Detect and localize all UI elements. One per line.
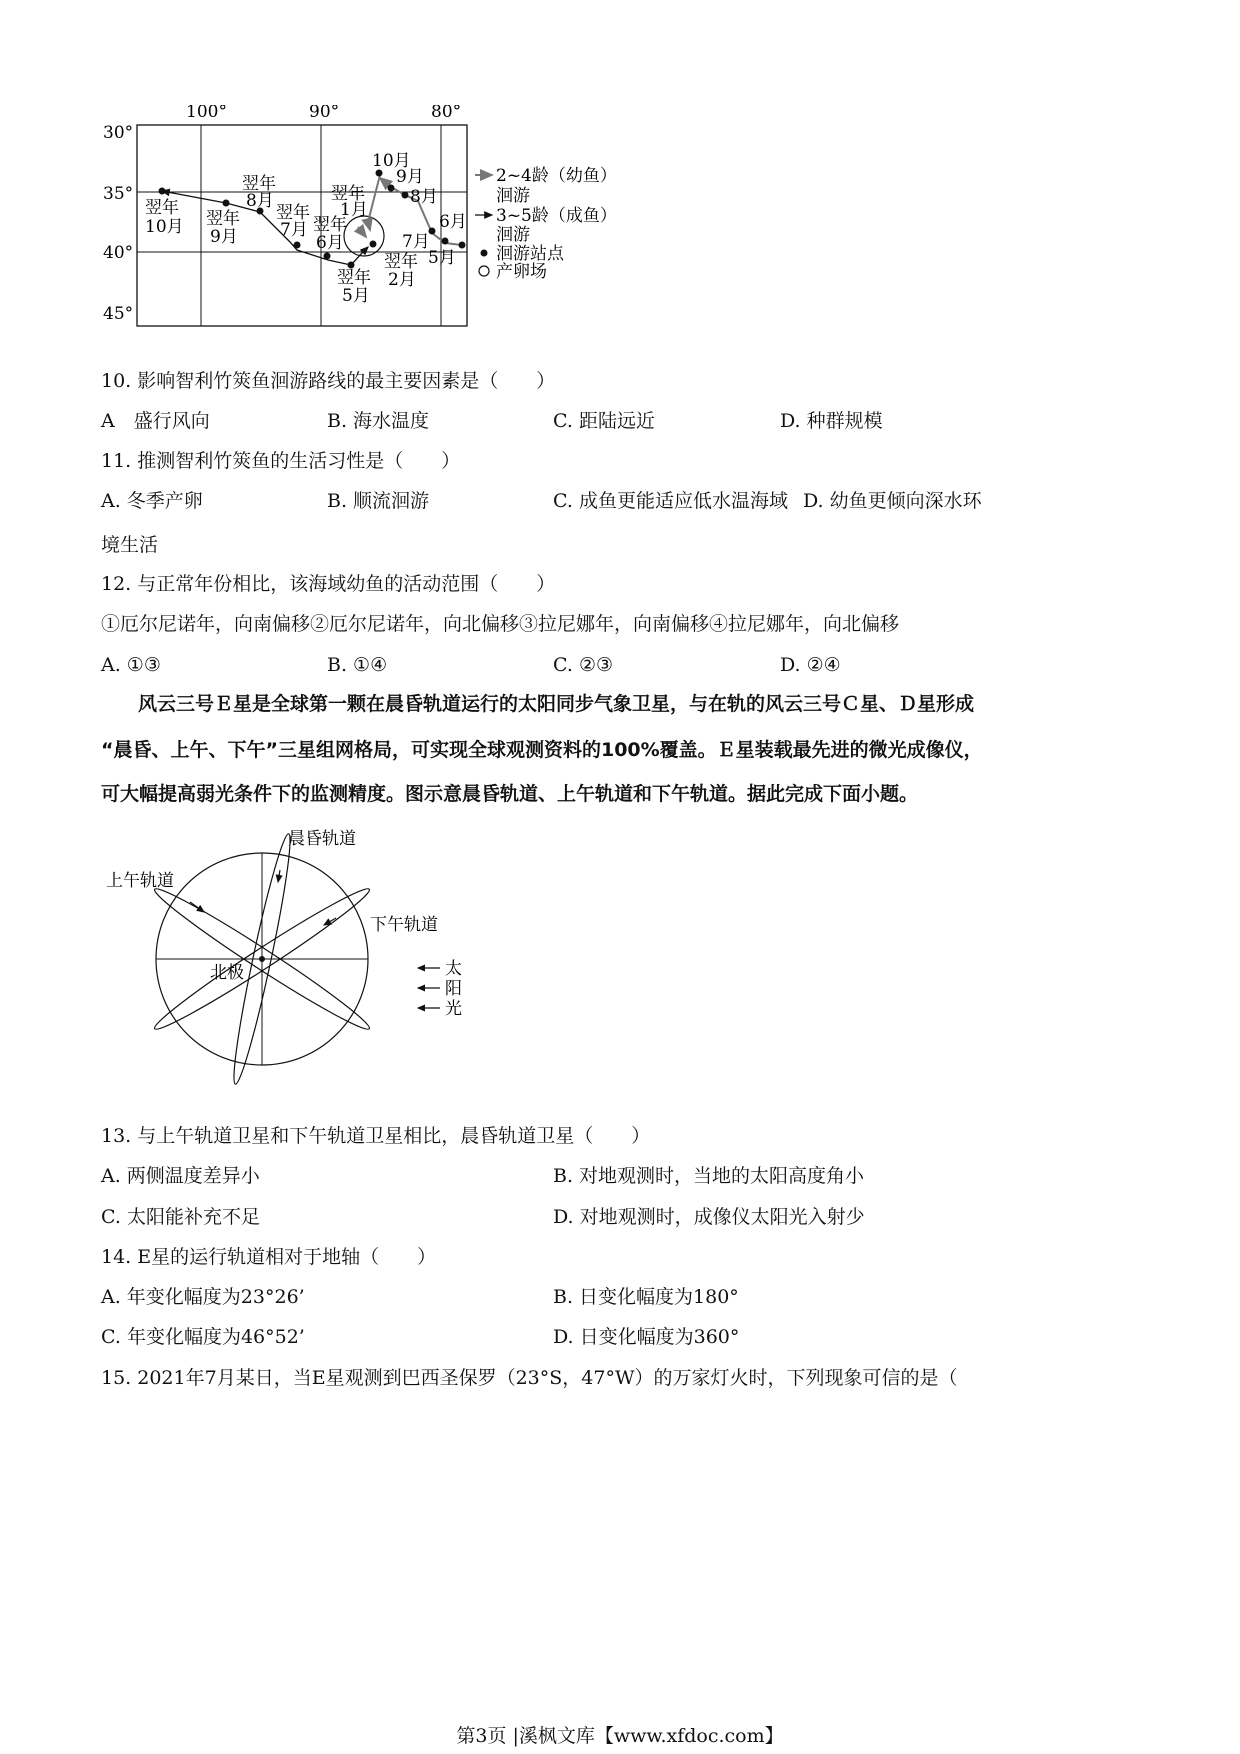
station-label: 9月 xyxy=(396,167,424,187)
station-label: 翌年 xyxy=(145,198,179,218)
station-label: 翌年 xyxy=(276,203,310,223)
question-11-stem: 11. 推测智利竹筴鱼的生活习性是（ ） xyxy=(101,450,461,472)
orbit-diagram xyxy=(100,822,480,1092)
station-label: 6月 xyxy=(316,233,344,253)
station-label: 8月 xyxy=(410,187,438,207)
option-10c: C. 距陆远近 xyxy=(553,410,655,432)
legend-label: 洄游 xyxy=(496,186,530,206)
lon-label: 90° xyxy=(309,105,340,122)
question-12-items: ①厄尔尼诺年，向南偏移②厄尔尼诺年，向北偏移③拉尼娜年，向南偏移④拉尼娜年，向北偏移 xyxy=(101,613,900,635)
question-14-stem: 14. E星的运行轨道相对于地轴（ ） xyxy=(101,1246,437,1268)
station-dot xyxy=(388,185,395,192)
station-dot xyxy=(324,253,331,260)
lat-label: 35° xyxy=(103,184,134,204)
juvenile-route xyxy=(358,227,366,237)
legend-label: 3~5龄（成鱼） xyxy=(496,206,617,226)
dusk-orbit-label: 晨昏轨道 xyxy=(288,829,356,849)
station-dot xyxy=(294,242,301,249)
sunlight-label: 光 xyxy=(445,999,462,1019)
orbit-direction-arrow xyxy=(278,870,280,882)
option-10b: B. 海水温度 xyxy=(327,410,430,432)
question-10-stem: 10. 影响智利竹筴鱼洄游路线的最主要因素是（ ） xyxy=(101,370,556,392)
option-10a: A 盛行风向 xyxy=(101,410,210,432)
sunlight-label: 阳 xyxy=(445,979,462,999)
option-13b: B. 对地观测时，当地的太阳高度角小 xyxy=(553,1165,865,1187)
lat-label: 45° xyxy=(103,304,134,324)
option-12b: B. ①④ xyxy=(327,654,388,676)
question-15-stem: 15. 2021年7月某日，当E星观测到巴西圣保罗（23°S，47°W）的万家灯火时，下列现象可信的是（ xyxy=(101,1367,958,1389)
legend-label: 2~4龄（幼鱼） xyxy=(496,166,617,186)
option-10d: D. 种群规模 xyxy=(780,410,883,432)
station-label: 10月 xyxy=(372,151,411,171)
question-13-stem: 13. 与上午轨道卫星和下午轨道卫星相比，晨昏轨道卫星（ ） xyxy=(101,1125,651,1147)
station-label: 翌年 xyxy=(384,252,418,272)
station-label: 7月 xyxy=(280,220,308,240)
orbit-direction-arrow xyxy=(190,902,204,912)
migration-map xyxy=(100,105,700,375)
station-dot xyxy=(370,241,377,248)
station-label: 6月 xyxy=(439,212,467,232)
option-11a: A. 冬季产卵 xyxy=(101,490,203,512)
option-12d: D. ②④ xyxy=(780,654,841,676)
option-12a: A. ①③ xyxy=(101,654,161,676)
option-11c: C. 成鱼更能适应低水温海域 xyxy=(553,490,788,512)
station-label: 翌年 xyxy=(331,184,365,204)
option-13a: A. 两侧温度差异小 xyxy=(101,1165,260,1187)
lat-label: 40° xyxy=(103,243,134,263)
station-dot xyxy=(442,238,449,245)
station-label: 7月 xyxy=(402,232,430,252)
option-14b: B. 日变化幅度为180° xyxy=(553,1286,739,1308)
station-label: 翌年 xyxy=(206,209,240,229)
station-label: 1月 xyxy=(340,200,368,220)
sunlight-label: 太 xyxy=(445,959,462,979)
station-label: 2月 xyxy=(388,270,416,290)
station-label: 5月 xyxy=(428,248,456,268)
passage-line: “晨昏、上午、下午”三星组网格局，可实现全球观测资料的100%覆盖。Ｅ星装载最先进的微光成像仪， xyxy=(101,739,983,761)
option-13c: C. 太阳能补充不足 xyxy=(101,1206,260,1228)
station-dot xyxy=(223,200,230,207)
legend-spawning-circle xyxy=(479,266,489,276)
station-dot xyxy=(159,188,166,195)
lon-label: 100° xyxy=(186,105,227,122)
station-label: 9月 xyxy=(210,227,238,247)
station-dot xyxy=(402,192,409,199)
option-12c: C. ②③ xyxy=(553,654,614,676)
station-label: 翌年 xyxy=(313,215,347,235)
passage-line: 可大幅提高弱光条件下的监测精度。图示意晨昏轨道、上午轨道和下午轨道。据此完成下面小题。 xyxy=(101,783,919,805)
option-13d: D. 对地观测时，成像仪太阳光入射少 xyxy=(553,1206,865,1228)
legend-label: 洄游站点 xyxy=(496,244,564,264)
station-label: 10月 xyxy=(145,217,184,237)
legend-label: 洄游 xyxy=(496,225,530,245)
station-label: 翌年 xyxy=(242,174,276,194)
morning-orbit-label: 上午轨道 xyxy=(106,871,174,891)
legend-station-dot xyxy=(481,250,488,257)
station-label: 5月 xyxy=(342,286,370,306)
passage-line: 风云三号Ｅ星是全球第一颗在晨昏轨道运行的太阳同步气象卫星，与在轨的风云三号Ｃ星、Ｄ星形成 xyxy=(138,693,975,715)
option-11d-continuation: 境生活 xyxy=(101,534,159,556)
station-label: 翌年 xyxy=(337,268,371,288)
option-14a: A. 年变化幅度为23°26’ xyxy=(101,1286,305,1308)
question-12-stem: 12. 与正常年份相比，该海域幼鱼的活动范围（ ） xyxy=(101,573,556,595)
lat-label: 30° xyxy=(103,123,134,143)
afternoon-orbit-label: 下午轨道 xyxy=(370,915,438,935)
option-11d: D. 幼鱼更倾向深水环 xyxy=(803,490,982,512)
lon-label: 80° xyxy=(431,105,462,122)
station-label: 8月 xyxy=(246,191,274,211)
option-14d: D. 日变化幅度为360° xyxy=(553,1326,740,1348)
option-14c: C. 年变化幅度为46°52’ xyxy=(101,1326,305,1348)
option-11b: B. 顺流洄游 xyxy=(327,490,430,512)
north-pole-label: 北极 xyxy=(210,963,244,983)
page-footer: 第3页 |溪枫文库【www.xfdoc.com】 xyxy=(456,1725,784,1747)
north-pole-dot xyxy=(259,956,265,962)
station-dot xyxy=(459,242,466,249)
legend-label: 产卵场 xyxy=(496,262,547,282)
